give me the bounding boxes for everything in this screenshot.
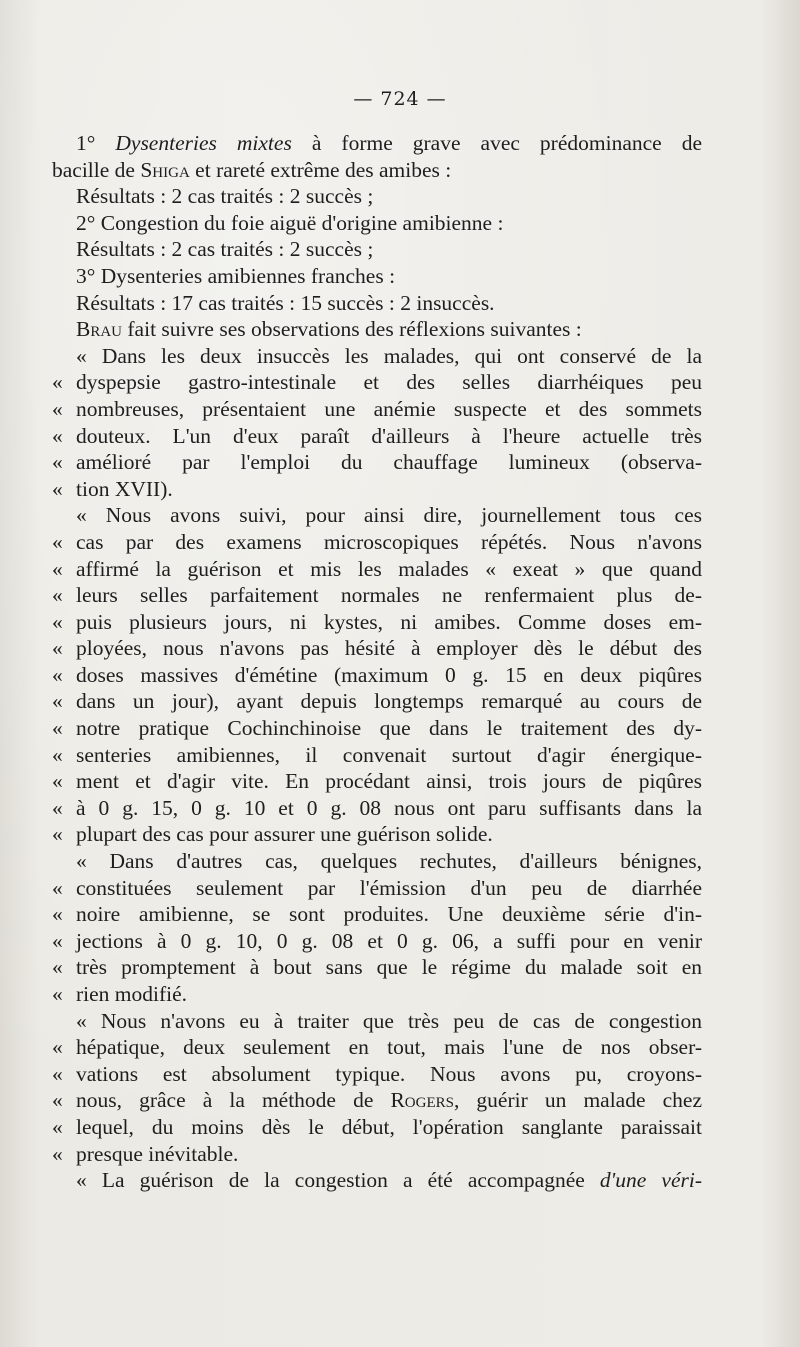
text-line <box>52 290 702 317</box>
quote-mark: « <box>52 662 63 687</box>
text-segment: 3° Dysenteries amibiennes franches : <box>76 263 396 288</box>
text-segment: dyspepsie gastro-intestinale et des selles diarrhéiques peu <box>76 370 702 395</box>
quote-mark: « <box>52 742 63 767</box>
text-segment: Brau <box>76 317 123 342</box>
quote-mark: « <box>52 396 63 421</box>
text-line <box>52 502 702 529</box>
quote-mark: « <box>52 1114 63 1139</box>
text-line <box>52 1061 702 1088</box>
text-segment: lequel, du moins dès le début, l'opération sanglante paraissait <box>76 1114 702 1139</box>
text-segment: leurs selles parfaitement normales ne renfermaient plus de- <box>76 583 702 608</box>
text-line <box>52 369 702 396</box>
text-segment: ployées, nous n'avons pas hésité à employer dès le début des <box>76 636 702 661</box>
text-segment: doses massives d'émétine (maximum 0 g. 15 en deux piqûres <box>76 662 702 687</box>
text-line <box>52 1087 702 1114</box>
text-line <box>52 848 702 875</box>
quote-mark: « <box>52 928 63 953</box>
text-segment: hépatique, deux seulement en tout, mais l'une de nos obser- <box>76 1035 702 1060</box>
text-line <box>52 875 702 902</box>
quote-mark: « <box>52 1088 63 1113</box>
text-segment: d'une véri- <box>599 1168 702 1193</box>
text-line <box>52 821 702 848</box>
text-segment: 1° <box>76 131 116 155</box>
text-segment: senteries amibiennes, il convenait surtout d'agir énergique- <box>76 742 702 767</box>
text-line <box>52 343 702 370</box>
page-body-text <box>52 130 702 1194</box>
text-line <box>52 609 702 636</box>
quote-mark: « <box>52 1061 63 1086</box>
quote-mark: « <box>52 822 63 847</box>
text-segment: dans un jour), ayant depuis longtemps remarqué au cours de <box>76 689 702 714</box>
text-segment: Rogers <box>390 1088 454 1113</box>
quote-mark: « <box>52 716 63 741</box>
text-line <box>52 1141 702 1168</box>
quote-mark: « <box>52 636 63 661</box>
text-segment: Shiga <box>140 157 190 182</box>
text-line <box>52 1167 702 1194</box>
text-segment: Résultats : 2 cas traités : 2 succès ; <box>76 237 374 262</box>
text-segment: vations est absolument typique. Nous avons pu, croyons- <box>76 1061 702 1086</box>
quote-mark: « <box>52 875 63 900</box>
quote-mark: « <box>52 476 63 501</box>
text-segment: Dysenteries mixtes <box>115 131 292 155</box>
quote-mark: « <box>52 423 63 448</box>
quote-mark: « <box>52 689 63 714</box>
text-segment: jections à 0 g. 10, 0 g. 08 et 0 g. 06, a suffi pour en venir <box>76 928 702 953</box>
text-segment: constituées seulement par l'émission d'un peu de diarrhée <box>76 875 702 900</box>
quote-mark: « <box>52 370 63 395</box>
text-segment: Résultats : 17 cas traités : 15 succès : 2 insuccès. <box>76 290 495 315</box>
text-line <box>52 901 702 928</box>
quote-mark: « <box>52 795 63 820</box>
quote-mark: « <box>52 902 63 927</box>
text-segment: à 0 g. 15, 0 g. 10 et 0 g. 08 nous ont paru suffisants dans la <box>76 795 702 820</box>
text-segment: « Nous avons suivi, pour ainsi dire, journellement tous ces <box>76 503 702 528</box>
text-segment: notre pratique Cochinchinoise que dans le traitement des dy- <box>76 716 702 741</box>
text-segment: cas par des examens microscopiques répétés. Nous n'avons <box>76 529 702 554</box>
text-segment: et rareté extrême des amibes : <box>189 157 452 182</box>
text-segment: Résultats : 2 cas traités : 2 succès ; <box>76 184 374 209</box>
text-line <box>52 423 702 450</box>
text-line <box>52 130 702 157</box>
page-number: — 724 — <box>353 88 447 110</box>
text-segment: 2° Congestion du foie aiguë d'origine amibienne : <box>76 210 504 235</box>
text-segment: « La guérison de la congestion a été accompagnée <box>76 1168 600 1193</box>
text-segment: amélioré par l'emploi du chauffage lumineux (observa- <box>76 450 702 475</box>
quote-mark: « <box>52 556 63 581</box>
text-segment: nous, grâce à la méthode de <box>76 1088 391 1113</box>
text-segment: « Dans d'autres cas, quelques rechutes, d'ailleurs bénignes, <box>76 849 702 874</box>
text-segment: fait suivre ses observations des réflexions suivantes : <box>122 317 582 342</box>
text-segment: à forme grave avec prédominance de <box>291 131 703 155</box>
text-line <box>52 1034 702 1061</box>
quote-mark: « <box>52 609 63 634</box>
text-line <box>52 263 702 290</box>
text-segment: affirmé la guérison et mis les malades « exeat » que quand <box>76 556 702 581</box>
text-segment: presque inévitable. <box>76 1141 239 1166</box>
text-line <box>52 316 702 343</box>
text-line <box>52 981 702 1008</box>
text-segment: ment et d'agir vite. En procédant ainsi, trois jours de piqûres <box>76 769 702 794</box>
text-line <box>52 688 702 715</box>
text-line <box>52 1114 702 1141</box>
text-segment: noire amibienne, se sont produites. Une deuxième série d'in- <box>76 902 702 927</box>
text-line <box>52 236 702 263</box>
quote-mark: « <box>52 1035 63 1060</box>
text-line <box>52 928 702 955</box>
text-line <box>52 635 702 662</box>
text-line <box>52 396 702 423</box>
text-line <box>52 742 702 769</box>
text-segment: douteux. L'un d'eux paraît d'ailleurs à l'heure actuelle très <box>76 423 702 448</box>
quote-mark: « <box>52 529 63 554</box>
text-segment: nombreuses, présentaient une anémie suspecte et des sommets <box>76 396 702 421</box>
quote-mark: « <box>52 1141 63 1166</box>
text-segment: , guérir un malade chez <box>453 1088 702 1113</box>
text-segment: puis plusieurs jours, ni kystes, ni amibes. Comme doses em- <box>76 609 702 634</box>
text-line <box>52 768 702 795</box>
text-line <box>52 529 702 556</box>
quote-mark: « <box>52 450 63 475</box>
text-line <box>52 183 702 210</box>
quote-mark: « <box>52 955 63 980</box>
text-line <box>52 662 702 689</box>
text-segment: « Dans les deux insuccès les malades, qui ont conservé de la <box>76 343 702 368</box>
text-segment: rien modifié. <box>76 982 188 1006</box>
text-line <box>52 476 702 503</box>
text-line <box>52 1008 702 1035</box>
text-line <box>52 582 702 609</box>
text-segment: bacille de <box>52 157 141 182</box>
quote-mark: « <box>52 583 63 608</box>
text-segment: tion XVII). <box>76 476 173 501</box>
text-line <box>52 954 702 981</box>
text-line <box>52 449 702 476</box>
text-segment: très promptement à bout sans que le régime du malade soit en <box>76 955 702 980</box>
text-line <box>52 157 702 184</box>
text-line <box>52 556 702 583</box>
quote-mark: « <box>52 982 63 1006</box>
text-segment: plupart des cas pour assurer une guérison solide. <box>76 822 493 847</box>
text-line <box>52 795 702 822</box>
text-segment: « Nous n'avons eu à traiter que très peu de cas de congestion <box>76 1008 702 1033</box>
quote-mark: « <box>52 769 63 794</box>
text-line <box>52 210 702 237</box>
text-line <box>52 715 702 742</box>
